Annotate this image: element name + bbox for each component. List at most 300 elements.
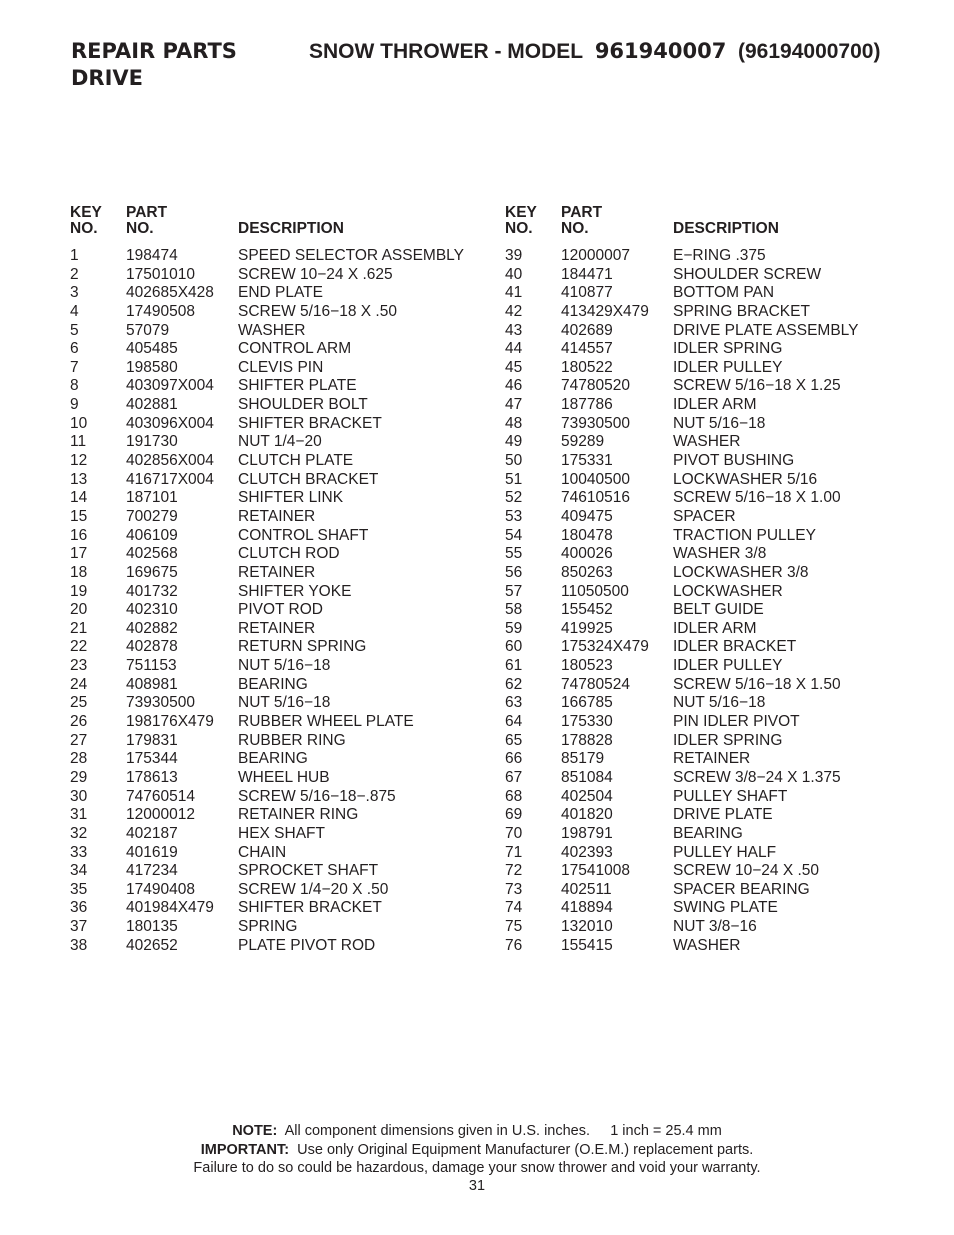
- description-cell: PIN IDLER PIVOT: [673, 713, 800, 731]
- key-no-cell: 32: [70, 824, 88, 842]
- description-cell: IDLER BRACKET: [673, 638, 797, 656]
- table-row: [505, 694, 925, 713]
- description-cell: SCREW 10−24 X .50: [673, 862, 820, 880]
- table-row: [505, 918, 925, 937]
- key-no-cell: 69: [505, 806, 523, 824]
- description-cell: RUBBER RING: [238, 731, 346, 749]
- table-row: [505, 359, 925, 378]
- part-no-cell: 175330: [561, 713, 613, 731]
- key-no-cell: 29: [70, 768, 88, 786]
- description-cell: CHAIN: [238, 843, 287, 861]
- key-no-cell: 45: [505, 358, 523, 376]
- key-no-cell: 27: [70, 731, 88, 749]
- key-no-cell: 57: [505, 582, 523, 600]
- key-no-cell: 74: [505, 899, 523, 917]
- key-no-cell: 65: [505, 731, 523, 749]
- table-row: [505, 881, 925, 900]
- part-no-cell: 187101: [126, 489, 178, 507]
- table-row: [505, 583, 925, 602]
- table-row: [70, 881, 490, 900]
- part-no-cell: 12000012: [126, 806, 195, 824]
- key-no-cell: 59: [505, 619, 523, 637]
- page-number: 31: [468, 1178, 486, 1194]
- part-no-cell: 187786: [561, 396, 613, 414]
- table-row: [70, 359, 490, 378]
- key-header-line2: NO.: [505, 220, 533, 237]
- part-no-cell: 73930500: [561, 414, 630, 432]
- description-cell: CONTROL ARM: [238, 340, 352, 358]
- key-no-cell: 55: [505, 545, 523, 563]
- table-row: [505, 303, 925, 322]
- description-cell: CLUTCH PLATE: [238, 452, 354, 470]
- description-cell: CLEVIS PIN: [238, 358, 324, 376]
- part-no-cell: 402187: [126, 824, 178, 842]
- table-row: [505, 433, 925, 452]
- table-row: [505, 825, 925, 844]
- key-no-cell: 67: [505, 768, 523, 786]
- key-no-cell: 34: [70, 862, 88, 880]
- part-no-cell: 402881: [126, 396, 178, 414]
- key-no-cell: 1: [70, 247, 79, 264]
- table-row: [70, 862, 490, 881]
- key-no-cell: 54: [505, 526, 523, 544]
- part-no-cell: 401984X479: [126, 899, 214, 917]
- title-prefix: SNOW THROWER - MODEL: [309, 40, 584, 63]
- table-row: [70, 806, 490, 825]
- part-no-cell: 17541008: [561, 862, 630, 880]
- description-cell: SPRING BRACKET: [673, 302, 810, 320]
- part-no-cell: 74610516: [561, 489, 630, 507]
- part-no-cell: 10040500: [561, 470, 630, 488]
- key-no-cell: 5: [70, 321, 79, 339]
- table-row: [505, 750, 925, 769]
- table-row: [70, 937, 490, 956]
- table-row: [70, 340, 490, 359]
- part-no-cell: 155415: [561, 936, 613, 954]
- table-row: [70, 694, 490, 713]
- description-cell: SHOULDER SCREW: [673, 265, 822, 283]
- part-no-cell: 17490408: [126, 880, 195, 898]
- part-no-cell: 402882: [126, 619, 178, 637]
- key-no-cell: 36: [70, 899, 88, 917]
- part-no-cell: 416717X004: [126, 470, 214, 488]
- table-row: [505, 676, 925, 695]
- part-no-cell: 409475: [561, 507, 613, 525]
- description-cell: PLATE PIVOT ROD: [238, 936, 376, 954]
- key-no-cell: 41: [505, 284, 523, 302]
- table-row: [70, 918, 490, 937]
- description-cell: SCREW 1/4−20 X .50: [238, 880, 389, 898]
- key-no-cell: 18: [70, 563, 88, 581]
- table-row: [70, 266, 490, 285]
- important-text: Use only Original Equipment Manufacturer (O.E.M.) replacement parts.: [297, 1142, 754, 1158]
- table-row: [505, 266, 925, 285]
- table-row: [70, 471, 490, 490]
- key-no-cell: 51: [505, 470, 523, 488]
- part-no-cell: 57079: [126, 321, 170, 339]
- part-no-cell: 166785: [561, 694, 613, 712]
- part-no-cell: 700279: [126, 507, 178, 525]
- table-row: [70, 527, 490, 546]
- key-no-cell: 33: [70, 843, 88, 861]
- part-no-cell: 198176X479: [126, 713, 214, 731]
- description-cell: IDLER SPRING: [673, 731, 783, 749]
- table-row: [70, 433, 490, 452]
- table-row: [505, 527, 925, 546]
- table-row: [505, 899, 925, 918]
- description-cell: WASHER: [238, 321, 306, 339]
- important-line: [0, 1141, 954, 1159]
- part-no-cell: 74760514: [126, 787, 195, 805]
- part-no-cell: 405485: [126, 340, 178, 358]
- description-cell: DRIVE PLATE ASSEMBLY: [673, 321, 859, 339]
- part-no-cell: 155452: [561, 601, 613, 619]
- description-cell: NUT 5/16−18: [673, 694, 766, 712]
- key-no-cell: 4: [70, 302, 79, 320]
- part-no-cell: 850263: [561, 563, 613, 581]
- description-cell: SHIFTER LINK: [238, 489, 344, 507]
- table-row: [70, 508, 490, 527]
- part-no-cell: 198791: [561, 824, 613, 842]
- part-no-cell: 419925: [561, 619, 613, 637]
- table-header: [70, 205, 490, 239]
- part-no-cell: 17501010: [126, 265, 195, 283]
- key-no-cell: 8: [70, 377, 79, 395]
- table-row: [505, 713, 925, 732]
- conversion-text: 1 inch = 25.4 mm: [610, 1123, 722, 1139]
- part-no-cell: 401619: [126, 843, 178, 861]
- description-cell: NUT 5/16−18: [238, 657, 331, 675]
- key-no-cell: 62: [505, 675, 523, 693]
- key-no-cell: 68: [505, 787, 523, 805]
- description-cell: RETAINER: [238, 563, 316, 581]
- table-row: [70, 601, 490, 620]
- part-no-cell: 59289: [561, 433, 605, 451]
- table-row: [70, 489, 490, 508]
- description-cell: RETAINER: [673, 750, 751, 768]
- section-title: REPAIR PARTS: [71, 39, 237, 63]
- part-no-cell: 408981: [126, 675, 178, 693]
- part-no-cell: 402310: [126, 601, 178, 619]
- description-cell: BOTTOM PAN: [673, 284, 775, 302]
- description-cell: RETAINER RING: [238, 806, 359, 824]
- warning-line: Failure to do so could be hazardous, damage your snow thrower and void your warranty.: [193, 1160, 761, 1176]
- table-row: [70, 657, 490, 676]
- description-cell: NUT 1/4−20: [238, 433, 322, 451]
- description-cell: SWING PLATE: [673, 899, 778, 917]
- key-no-cell: 61: [505, 657, 523, 675]
- table-row: [505, 862, 925, 881]
- note-text: All component dimensions given in U.S. inches.: [284, 1123, 591, 1139]
- key-no-cell: 31: [70, 806, 88, 824]
- part-no-cell: 175344: [126, 750, 178, 768]
- table-row: [505, 508, 925, 527]
- key-no-cell: 43: [505, 321, 523, 339]
- table-row: [70, 620, 490, 639]
- key-no-cell: 10: [70, 414, 88, 432]
- table-row: [70, 545, 490, 564]
- description-cell: SPROCKET SHAFT: [238, 862, 379, 880]
- table-row: [70, 583, 490, 602]
- table-row: [505, 247, 925, 266]
- key-no-cell: 2: [70, 265, 79, 283]
- description-cell: SCREW 3/8−24 X 1.375: [673, 768, 841, 786]
- key-no-cell: 16: [70, 526, 88, 544]
- description-cell: TRACTION PULLEY: [673, 526, 816, 544]
- table-row: [70, 303, 490, 322]
- table-row: [505, 322, 925, 341]
- part-no-cell: 402393: [561, 843, 613, 861]
- key-no-cell: 75: [505, 918, 523, 936]
- key-no-cell: 37: [70, 918, 88, 936]
- key-no-cell: 42: [505, 302, 523, 320]
- key-no-cell: 3: [70, 284, 79, 302]
- table-row: [505, 284, 925, 303]
- description-cell: SCREW 5/16−18 X .50: [238, 302, 397, 320]
- description-cell: NUT 3/8−16: [673, 918, 757, 936]
- part-header-line1: PART: [126, 204, 168, 221]
- description-cell: IDLER ARM: [673, 396, 757, 414]
- part-no-cell: 401732: [126, 582, 178, 600]
- description-cell: LOCKWASHER: [673, 582, 783, 600]
- part-no-cell: 198474: [126, 247, 178, 264]
- table-row: [505, 732, 925, 751]
- description-header: DESCRIPTION: [673, 220, 779, 237]
- description-cell: PULLEY SHAFT: [673, 787, 788, 805]
- description-cell: IDLER PULLEY: [673, 657, 783, 675]
- key-no-cell: 76: [505, 936, 523, 954]
- table-row: [505, 601, 925, 620]
- part-no-cell: 175324X479: [561, 638, 649, 656]
- table-row: [505, 806, 925, 825]
- description-cell: CONTROL SHAFT: [238, 526, 369, 544]
- description-cell: WASHER: [673, 433, 741, 451]
- table-row: [70, 322, 490, 341]
- part-no-cell: 402878: [126, 638, 178, 656]
- table-row: [70, 377, 490, 396]
- key-no-cell: 49: [505, 433, 523, 451]
- table-row: [505, 769, 925, 788]
- description-cell: SHIFTER PLATE: [238, 377, 357, 395]
- table-row: [70, 247, 490, 266]
- key-no-cell: 71: [505, 843, 523, 861]
- table-row: [505, 396, 925, 415]
- key-no-cell: 40: [505, 265, 523, 283]
- description-cell: NUT 5/16−18: [673, 414, 766, 432]
- part-no-cell: 178613: [126, 768, 178, 786]
- part-no-cell: 402504: [561, 787, 613, 805]
- table-row: [70, 713, 490, 732]
- table-row: [70, 396, 490, 415]
- important-label: IMPORTANT:: [200, 1142, 290, 1158]
- part-no-cell: 11050500: [561, 582, 629, 600]
- description-cell: HEX SHAFT: [238, 824, 325, 842]
- key-no-cell: 53: [505, 507, 523, 525]
- description-cell: SHIFTER YOKE: [238, 582, 352, 600]
- key-no-cell: 60: [505, 638, 523, 656]
- key-header-line2: NO.: [70, 220, 98, 237]
- description-cell: RETAINER: [238, 619, 316, 637]
- key-no-cell: 50: [505, 452, 523, 470]
- table-row: [505, 452, 925, 471]
- description-cell: SPRING: [238, 918, 298, 936]
- table-row: [70, 899, 490, 918]
- table-row: [505, 638, 925, 657]
- key-no-cell: 39: [505, 247, 523, 264]
- description-cell: SPACER: [673, 507, 736, 525]
- key-no-cell: 26: [70, 713, 88, 731]
- table-row: [505, 564, 925, 583]
- table-row: [505, 657, 925, 676]
- part-no-cell: 73930500: [126, 694, 195, 712]
- description-cell: WASHER 3/8: [673, 545, 767, 563]
- key-no-cell: 14: [70, 489, 88, 507]
- description-cell: NUT 5/16−18: [238, 694, 331, 712]
- key-no-cell: 38: [70, 936, 88, 954]
- key-no-cell: 6: [70, 340, 79, 358]
- part-no-cell: 198580: [126, 358, 178, 376]
- description-cell: SCREW 5/16−18−.875: [238, 787, 396, 805]
- description-cell: SHOULDER BOLT: [238, 396, 368, 414]
- key-no-cell: 66: [505, 750, 523, 768]
- key-no-cell: 15: [70, 507, 88, 525]
- key-no-cell: 30: [70, 787, 88, 805]
- table-row: [70, 844, 490, 863]
- description-cell: SHIFTER BRACKET: [238, 899, 382, 917]
- description-cell: IDLER PULLEY: [673, 358, 783, 376]
- note-label: NOTE:: [232, 1123, 278, 1139]
- key-no-cell: 70: [505, 824, 523, 842]
- key-no-cell: 17: [70, 545, 88, 563]
- parts-table-right: [505, 205, 925, 955]
- part-no-cell: 751153: [126, 657, 177, 675]
- part-no-cell: 169675: [126, 563, 178, 581]
- part-no-cell: 12000007: [561, 247, 630, 264]
- table-row: [70, 732, 490, 751]
- description-cell: IDLER ARM: [673, 619, 757, 637]
- table-row: [505, 788, 925, 807]
- description-cell: DRIVE PLATE: [673, 806, 773, 824]
- description-cell: RETURN SPRING: [238, 638, 367, 656]
- part-no-cell: 402511: [561, 880, 612, 898]
- table-row: [70, 750, 490, 769]
- table-row: [505, 471, 925, 490]
- part-no-cell: 180135: [126, 918, 178, 936]
- part-no-cell: 175331: [561, 452, 613, 470]
- key-no-cell: 25: [70, 694, 88, 712]
- key-no-cell: 63: [505, 694, 523, 712]
- part-no-cell: 178828: [561, 731, 613, 749]
- description-cell: CLUTCH BRACKET: [238, 470, 379, 488]
- key-header-line1: KEY: [505, 204, 537, 221]
- part-no-cell: 74780520: [561, 377, 630, 395]
- description-cell: BEARING: [673, 824, 743, 842]
- table-body: [70, 247, 490, 955]
- part-no-cell: 406109: [126, 526, 178, 544]
- description-cell: RUBBER WHEEL PLATE: [238, 713, 414, 731]
- description-header: DESCRIPTION: [238, 220, 344, 237]
- description-cell: SCREW 5/16−18 X 1.25: [673, 377, 841, 395]
- key-no-cell: 56: [505, 563, 523, 581]
- part-no-cell: 74780524: [561, 675, 630, 693]
- description-cell: PIVOT BUSHING: [673, 452, 795, 470]
- key-no-cell: 48: [505, 414, 523, 432]
- part-no-cell: 403097X004: [126, 377, 214, 395]
- description-cell: WHEEL HUB: [238, 768, 330, 786]
- key-no-cell: 24: [70, 675, 88, 693]
- table-row: [70, 452, 490, 471]
- key-no-cell: 13: [70, 470, 88, 488]
- part-no-cell: 402856X004: [126, 452, 214, 470]
- parts-table-left: [70, 205, 490, 955]
- description-cell: SHIFTER BRACKET: [238, 414, 382, 432]
- part-no-cell: 191730: [126, 433, 178, 451]
- table-row: [505, 340, 925, 359]
- description-cell: SCREW 10−24 X .625: [238, 265, 393, 283]
- table-row: [505, 415, 925, 434]
- key-no-cell: 72: [505, 862, 523, 880]
- key-no-cell: 52: [505, 489, 523, 507]
- key-no-cell: 35: [70, 880, 88, 898]
- part-no-cell: 417234: [126, 862, 178, 880]
- table-row: [70, 284, 490, 303]
- part-no-cell: 179831: [126, 731, 178, 749]
- table-row: [505, 489, 925, 508]
- table-row: [505, 844, 925, 863]
- part-header-line2: NO.: [126, 220, 154, 237]
- description-cell: PULLEY HALF: [673, 843, 777, 861]
- description-cell: SPACER BEARING: [673, 880, 810, 898]
- part-no-cell: 402689: [561, 321, 613, 339]
- description-cell: SPEED SELECTOR ASSEMBLY: [238, 247, 464, 264]
- part-no-cell: 401820: [561, 806, 613, 824]
- key-no-cell: 11: [70, 433, 87, 451]
- key-no-cell: 22: [70, 638, 88, 656]
- key-no-cell: 9: [70, 396, 79, 414]
- key-no-cell: 46: [505, 377, 523, 395]
- part-no-cell: 403096X004: [126, 414, 214, 432]
- key-no-cell: 7: [70, 358, 79, 376]
- model-number: 961940007: [594, 39, 727, 63]
- description-cell: WASHER: [673, 936, 741, 954]
- page-title: [309, 38, 880, 65]
- description-cell: BELT GUIDE: [673, 601, 764, 619]
- key-no-cell: 23: [70, 657, 88, 675]
- table-body: [505, 247, 925, 955]
- key-no-cell: 20: [70, 601, 88, 619]
- key-no-cell: 73: [505, 880, 523, 898]
- part-no-cell: 180523: [561, 657, 613, 675]
- description-cell: SCREW 5/16−18 X 1.50: [673, 675, 841, 693]
- part-header-line2: NO.: [561, 220, 589, 237]
- key-no-cell: 19: [70, 582, 88, 600]
- part-no-cell: 180478: [561, 526, 613, 544]
- table-row: [70, 788, 490, 807]
- key-no-cell: 12: [70, 452, 88, 470]
- table-row: [70, 415, 490, 434]
- description-cell: BEARING: [238, 750, 308, 768]
- table-row: [505, 937, 925, 956]
- description-cell: SCREW 5/16−18 X 1.00: [673, 489, 841, 507]
- key-no-cell: 28: [70, 750, 88, 768]
- part-no-cell: 180522: [561, 358, 613, 376]
- key-no-cell: 64: [505, 713, 523, 731]
- table-row: [70, 769, 490, 788]
- key-no-cell: 58: [505, 601, 523, 619]
- part-no-cell: 85179: [561, 750, 605, 768]
- subsection-title: DRIVE: [71, 66, 144, 90]
- part-no-cell: 184471: [561, 265, 613, 283]
